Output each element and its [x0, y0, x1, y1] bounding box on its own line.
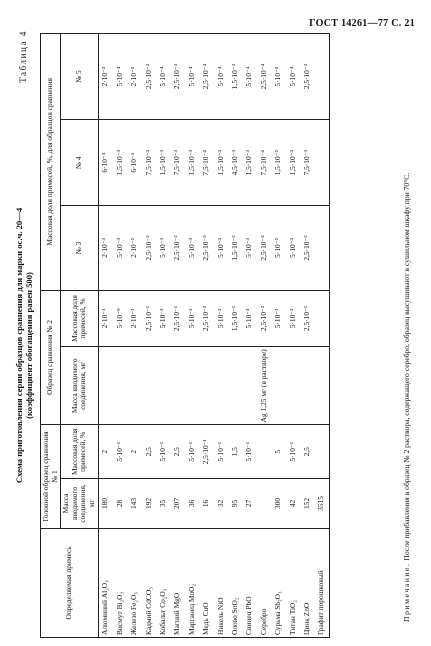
table-body	[98, 34, 329, 638]
cell-value: 207	[171, 479, 185, 529]
table-row	[127, 34, 141, 638]
table-row	[228, 34, 242, 638]
header-main-sample: Головной образец сравнения № 1	[41, 425, 61, 528]
cell-value: 2·10⁻²	[127, 206, 141, 290]
running-head: ГОСТ 14261—77 С. 21	[309, 18, 415, 29]
cell-value: 2,5·10⁻¹	[171, 290, 185, 347]
cell-material: Сурьма Sb₂O₃	[271, 528, 285, 637]
cell-value: 2	[127, 425, 141, 479]
cell-value	[286, 347, 300, 425]
cell-value: 1,5·10⁻³	[242, 120, 256, 206]
cell-value: 4,5·10⁻³	[228, 120, 242, 206]
cell-value: 5·10⁻³	[156, 206, 170, 290]
header-no-4: № 4	[61, 120, 98, 206]
cell-value: 2,5	[300, 425, 314, 479]
cell-value	[242, 347, 256, 425]
cell-value: 5·10⁻²	[156, 290, 170, 347]
cell-value: 1,5·10⁻³	[185, 120, 199, 206]
cell-value: 2,5·10⁻²	[142, 206, 156, 290]
cell-value: 5·10⁻¹	[113, 425, 127, 479]
cell-value: 7,5·10⁻³	[300, 120, 314, 206]
cell-value	[228, 347, 242, 425]
cell-value: 192	[142, 479, 156, 529]
cell-value: 6·10⁻³	[127, 120, 141, 206]
cell-value: 5·10⁻¹	[156, 425, 170, 479]
table-row	[185, 34, 199, 638]
cell-material: Медь CuO	[199, 528, 213, 637]
cell-value: 16	[199, 479, 213, 529]
table-row	[156, 34, 170, 638]
cell-value: 5·10⁻³	[113, 206, 127, 290]
cell-value: 5·10⁻³	[271, 34, 285, 120]
cell-value: 143	[127, 479, 141, 529]
cell-value: 5·10⁻⁴	[156, 34, 170, 120]
cell-value: 1,5·10⁻²	[228, 206, 242, 290]
cell-value: 1,5·10⁻³	[113, 120, 127, 206]
header-main-fraction: Массовая доля примесей, %	[61, 425, 98, 479]
table-row	[113, 34, 127, 638]
cell-value: 95	[228, 479, 242, 529]
cell-value: 5·10⁻¹	[271, 290, 285, 347]
caption-line-2: (коэффициент обогащения равен 500)	[24, 272, 34, 419]
cell-value: 5·10⁻⁴	[286, 34, 300, 120]
cell-value: 5·10⁻¹	[242, 425, 256, 479]
cell-value	[314, 120, 329, 206]
cell-material: Серебро	[257, 528, 271, 637]
cell-value: 2·10⁻¹	[98, 290, 113, 347]
landscape-content	[10, 30, 420, 638]
cell-value: 2,5	[171, 425, 185, 479]
cell-value	[314, 347, 329, 425]
cell-value: 6·10⁻³	[98, 120, 113, 206]
rotated-page	[10, 30, 420, 638]
cell-value: 5·10⁻²	[185, 290, 199, 347]
cell-value: 2·10⁻³	[98, 206, 113, 290]
header-no-3: № 3	[61, 206, 98, 290]
cell-value: 1,5·10⁻²	[271, 120, 285, 206]
cell-material: Графит порошковый	[314, 528, 329, 637]
cell-value: 1,5·10⁻³	[214, 120, 228, 206]
cell-material: Свинец PbO	[242, 528, 256, 637]
cell-value: 7,5·10⁻⁴	[199, 120, 213, 206]
cell-value	[142, 347, 156, 425]
table-row	[199, 34, 213, 638]
cell-value: 5·10⁻⁹	[113, 290, 127, 347]
cell-value: 2·10⁻²	[127, 34, 141, 120]
cell-value: 5·10⁻⁴	[242, 34, 256, 120]
table-row	[314, 34, 329, 638]
cell-value: 5·10⁻⁴	[214, 34, 228, 120]
cell-value	[185, 347, 199, 425]
header-no-5: № 5	[61, 34, 98, 120]
cell-value	[257, 425, 271, 479]
cell-material: Кадмий CdCO₃	[142, 528, 156, 637]
cell-value: 2·10⁻¹	[127, 290, 141, 347]
cell-value: 7,5·10⁻³	[171, 120, 185, 206]
cell-material: Магний MgO	[171, 528, 185, 637]
cell-value: 2,5·10⁻⁴	[199, 34, 213, 120]
cell-value	[314, 34, 329, 120]
cell-value: 2,5·10⁻¹	[142, 290, 156, 347]
table-caption	[14, 53, 34, 638]
cell-material: Олово SnO₂	[228, 528, 242, 637]
note-label: Примечание.	[402, 562, 411, 622]
table-row	[257, 34, 271, 638]
cell-value: 5·10⁻²	[271, 206, 285, 290]
cell-value: 2,5·10⁻³	[257, 206, 271, 290]
cell-value: 7,5·10⁻³	[142, 120, 156, 206]
cell-value: 152	[300, 479, 314, 529]
cell-value: 5·10⁻¹	[214, 425, 228, 479]
header-s2-fraction: Массовая доля примесей, %	[61, 290, 98, 347]
cell-value: 2,5·10⁻¹	[300, 290, 314, 347]
cell-value: 1,5·10⁻³	[228, 34, 242, 120]
header-fractions: Массовая доля примесей, %, для образцов сравнения	[41, 34, 61, 291]
cell-value	[300, 347, 314, 425]
cell-value: 5·10⁻²	[214, 290, 228, 347]
cell-value	[113, 347, 127, 425]
cell-value: 2,5·10⁻³	[171, 34, 185, 120]
table-row	[214, 34, 228, 638]
cell-value: 1,5·10⁻³	[286, 120, 300, 206]
cell-value: 2,5·10⁻²	[171, 206, 185, 290]
cell-value	[314, 290, 329, 347]
cell-value: 5·10⁻¹	[185, 425, 199, 479]
cell-value	[127, 347, 141, 425]
cell-value: 36	[185, 479, 199, 529]
cell-value: 35	[156, 479, 170, 529]
cell-value: 1,5	[228, 425, 242, 479]
table-row	[98, 34, 113, 638]
cell-value: 32	[214, 479, 228, 529]
cell-material: Железо Fe₂O₃	[127, 528, 141, 637]
cell-value	[199, 347, 213, 425]
cell-value: 300	[271, 479, 285, 529]
header-material: Определяемая примесь	[41, 528, 99, 637]
header-main-mass: Масса вводимого соединения, мг	[61, 479, 98, 529]
cell-material: Висмут Bi₂O₃	[113, 528, 127, 637]
cell-value: 2,5·10⁻³	[199, 206, 213, 290]
header-s2-mass: Масса вводимого соединения, мг	[61, 347, 98, 425]
cell-value: 5	[271, 425, 285, 479]
cell-value: 5·10⁻⁴	[113, 34, 127, 120]
table-row	[286, 34, 300, 638]
cell-value: 2·10⁻³	[98, 34, 113, 120]
cell-value: 2,5·10⁻³	[300, 34, 314, 120]
table-row	[300, 34, 314, 638]
cell-value: 180	[98, 479, 113, 529]
cell-value: 5·10⁻³	[185, 206, 199, 290]
samples-table	[40, 33, 330, 638]
cell-value: 2,5·10⁻²	[199, 290, 213, 347]
table-row	[171, 34, 185, 638]
cell-value: 5·10⁻²	[242, 290, 256, 347]
cell-value: Ag 1,25 мг (в растворе)	[257, 347, 271, 425]
cell-material: Никель NiO	[214, 528, 228, 637]
cell-material: Титан TiO₂	[286, 528, 300, 637]
table-note	[402, 33, 411, 638]
note-text: После прибавления в образец № 2 раствора, содержащего серебро, образец высушивают в сушильном шкафу при 70°С.	[402, 172, 411, 561]
cell-value: 2,5·10⁻³	[142, 34, 156, 120]
cell-value	[314, 206, 329, 290]
cell-value: 2,5·10⁻²	[257, 290, 271, 347]
cell-value: 5·10⁻⁴	[185, 34, 199, 120]
cell-material: Кобальт Co₂O₃	[156, 528, 170, 637]
cell-value: 28	[113, 479, 127, 529]
cell-value: 5·10⁻¹	[286, 425, 300, 479]
cell-value: 2,5·10⁻²	[300, 206, 314, 290]
cell-value	[257, 479, 271, 529]
table-head	[41, 34, 99, 638]
table-row	[242, 34, 256, 638]
table-label: Таблица 4	[18, 30, 28, 83]
cell-material: Цинк ZnO	[300, 528, 314, 637]
cell-value	[214, 347, 228, 425]
cell-value	[314, 425, 329, 479]
cell-value: 1,5·10⁻¹	[228, 290, 242, 347]
cell-value: 2	[98, 425, 113, 479]
cell-value	[171, 347, 185, 425]
cell-material: Алюминий Al₂O₃	[98, 528, 113, 637]
header-sample-2: Образец сравнения № 2	[41, 290, 61, 425]
cell-value: 2,5·10⁻¹	[199, 425, 213, 479]
caption-line-1: Схема приготовления серии образцов сравнения для марки ос.ч. 20—4	[14, 207, 24, 484]
cell-value: 3515	[314, 479, 329, 529]
table-row	[142, 34, 156, 638]
cell-value: 2,5	[142, 425, 156, 479]
cell-value: 5·10⁻³	[286, 206, 300, 290]
cell-value	[271, 347, 285, 425]
cell-value	[156, 347, 170, 425]
cell-value: 42	[286, 479, 300, 529]
cell-value: 7,5·10⁻⁴	[257, 120, 271, 206]
cell-value: 5·10⁻³	[242, 206, 256, 290]
cell-value: 2,5·10⁻⁴	[257, 34, 271, 120]
table-row	[271, 34, 285, 638]
cell-value: 1,5·10⁻³	[156, 120, 170, 206]
cell-value: 27	[242, 479, 256, 529]
cell-value	[98, 347, 113, 425]
cell-value: 5·10⁻²	[286, 290, 300, 347]
cell-value: 5·10⁻³	[214, 206, 228, 290]
cell-material: Марганец MnO₂	[185, 528, 199, 637]
